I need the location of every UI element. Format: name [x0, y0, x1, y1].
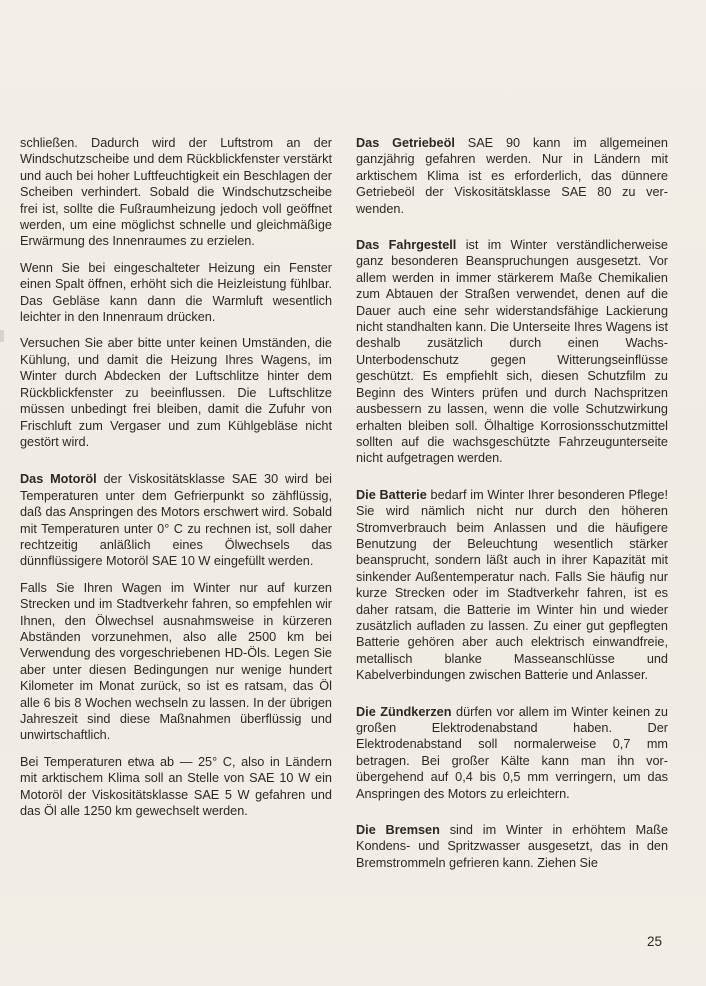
- paragraph-chassis: Das Fahrgestell ist im Winter verständlicherweise ganz besonderen Beanspruchungen ausgesetzt. Vor allem werden in immer stärkerem Maße Chemikalien zum Abtauen der Straßen verwendet, denen auf die Dauer auch eine sehr widerstandsfähige Lackierung nicht standhalten kann. Die Unterseite Ihres Wagens ist deshalb zusätzlich durch einen Wachs-Unterbodenschutz gegen Witterungseinflüsse geschützt. Es empfiehlt sich, diesen Schutzfilm zu Beginn des Winters prüfen und durch Nachspritzen ausbessern zu lassen, wenn die volle Schutzwirkung erhalten bleiben soll. Ölhaltige Korrosionsschutzmittel sollten auf die wachsgeschützte Fahrzeugunterseite nicht aufgetragen werden.: [356, 238, 668, 466]
- paragraph-lead: Die Bremsen: [356, 823, 440, 838]
- paragraph-brakes: Die Bremsen sind im Winter in erhöhtem Maße Kondens- und Spritzwasser ausgesetzt, das in den Bremstrommeln gefrieren kann. Ziehen Sie: [356, 823, 669, 870]
- paragraph-gear-oil: Das Getriebeöl SAE 90 kann im allgemeinen ganzjährig gefahren werden. Nur in Ländern mit arktischem Klima ist es erforderlich, das dünnere Getriebeöl der Viskositätsklasse SAE 80 zu verwenden.: [356, 136, 668, 216]
- paragraph-spark-plugs: Die Zündkerzen dürfen vor allem im Winter keinen zu großen Elektrodenabstand haben. Der Elektrodenabstand soll normalerweise 0,7 mm betragen. Bei großer Kälte kann man ihn vorübergehend auf 0,4 bis 0,5 mm verringern, um das Anspringen des Motors zu erleichtern.: [356, 704, 668, 801]
- paragraph-arctic-oil: Bei Temperaturen etwa ab — 25° C, also in Ländern mit arktischem Klima soll an Stelle von SAE 10 W ein Motoröl der Viskositätsklasse SAE 5 W gefahren und das Öl alle 1250 km gewechselt werden.: [20, 754, 332, 819]
- right-column: [356, 135, 668, 882]
- paragraph-lead: Das Getriebeöl: [356, 136, 455, 150]
- page-number: 25: [647, 934, 663, 949]
- paragraph-lead: Das Fahrgestell: [356, 238, 457, 253]
- left-column: [20, 135, 332, 829]
- paragraph-lead: Das Motoröl: [20, 472, 97, 487]
- paragraph-lead: Die Batterie: [356, 487, 427, 502]
- paragraph-battery: Die Batterie bedarf im Winter Ihrer besonderen Pflege! Sie wird nämlich nicht nur durch den höheren Stromverbrauch beim Anlassen und die häufigere Benutzung der Beleuchtung wesentlich stärker beansprucht, sondern läßt auch in ihrer Kapazität mit sinkender Außentemperatur nach. Falls Sie häufig nur kurze Strecken oder im Stadtverkehr fahren, ist es daher ratsam, die Batterie im Winter hin und wieder zusätzlich aufladen zu lassen. Zu einer gut gepflegten Batterie gehören aber auch elektrisch einwandfreie, metallisch blanke Masseanschlüsse und Kabelverbindungen zwischen Batterie und Anlasser.: [356, 487, 668, 683]
- paragraph-engine-oil: Das Motoröl der Viskositätsklasse SAE 30 wird bei Temperaturen unter dem Gefrierpunkt so zähflüssig, daß das Anspringen des Motors erschwert wird. Sobald mit Temperaturen unter 0° C zu rechnen ist, soll daher rechtzeitig anläßlich eines Ölwechsels das dünnflüssigere Motoröl SAE 10 W eingefüllt werden.: [20, 472, 332, 569]
- page-crease-mark: [0, 330, 4, 342]
- paragraph-cooling-slots: Versuchen Sie aber bitte unter keinen Umständen, die Kühlung, und damit die Heizung Ihres Wagens, im Winter durch Abdecken der Luftschlitze hinter dem Rückblickfenster zu beeinflussen. Die Luftschlitze müssen unbedingt frei bleiben, damit die Zufuhr von Frischluft zum Vergaser und zum Kühlgebläse nicht gestört wird.: [20, 336, 332, 449]
- paragraph-oil-change-interval: Falls Sie Ihren Wagen im Winter nur auf kurzen Strecken und im Stadtverkehr fahren, so empfehlen wir Ihnen, den Ölwechsel ausnahmsweise in kürzeren Abständen vorzunehmen, also alle 2500 km bei Verwendung des vorgeschriebenen HD-Öls. Legen Sie aber unter diesen Bedingungen nur wenige hundert Kilometer im Monat zurück, so ist es ratsam, das Öl alle 6 bis 8 Wochen wechseln zu lassen. In der übrigen Jahreszeit sind diese Maßnahmen überflüssig und unwirtschaftlich.: [20, 580, 332, 743]
- paragraph-heating-airflow: schließen. Dadurch wird der Luftstrom an der Windschutzscheibe und dem Rückblickfenster verstärkt und auch bei hoher Luftfeuchtigkeit ein Beschlagen der Scheiben verhindert. Sobald die Windschutzscheibe frei ist, sollte die Fußraumheizung jedoch voll geöffnet werden, um eine möglichst schnelle und gleichmäßige Erwärmung des Innenraumes zu erzielen.: [20, 136, 332, 249]
- paragraph-lead: Die Zündkerzen: [356, 704, 452, 719]
- paragraph-window-gap: Wenn Sie bei eingeschalteter Heizung ein Fenster einen Spalt öffnen, erhöht sich die Heizleistung fühlbar. Das Gebläse kann dann die Warmluft wesentlich leichter in den Innenraum drücken.: [20, 260, 332, 325]
